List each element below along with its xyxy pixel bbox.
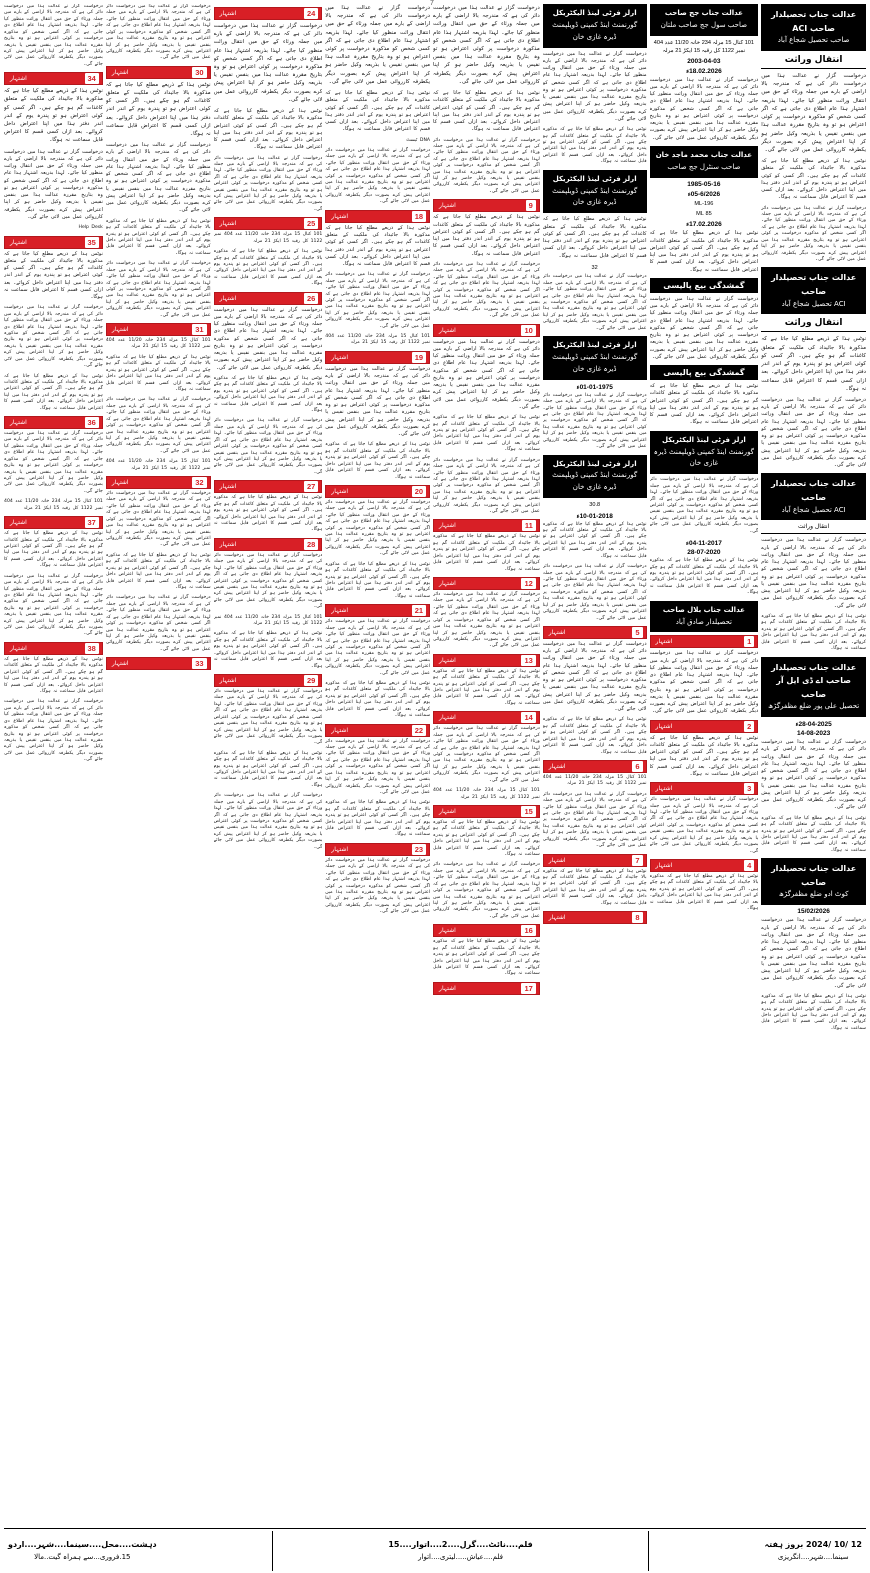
section-title-inteqal-2: انتقال وراثت (784, 318, 843, 329)
notice-body: نوٹس ہذا کے ذریعے مطلع کیا جاتا ہے کہ مذکورہ بالا جائیداد کی ملکیت کے متعلق کاغذات گم ہو چکے ہیں۔ اگر کسی کو کوئی اعتراض ہو تو پندرہ یوم کے اندر اندر دفتر ہذا میں اپنا اعتراض داخل کروائے۔ بعد ازاں کسی قسم کا اعتراض قابل سماعت نہ ہوگا۔ (542, 521, 647, 559)
classified-label: اشتہار (439, 807, 456, 815)
classified-label: اشتہار (111, 326, 129, 334)
notice-body: نوٹس ہذا کے ذریعے مطلع کیا جاتا ہے کہ مذکورہ بالا جائیداد کی ملکیت کے متعلق کاغذات گم ہو چکے ہیں۔ اگر کسی کو کوئی اعتراض ہو تو پندرہ یوم کے اندر اندر دفتر ہذا میں اپنا اعتراض داخل کروائے۔ بعد ازاں کسی قسم کا اعتراض قابل سماعت نہ ہوگا۔ (433, 819, 540, 858)
column-3 (543, 4, 647, 1532)
court-notice-header: ارلز فرٹی لینڈ الیکٹریکل گورنمنٹ اینڈ کمپنی ڈویلپمنٹ ڈیرہ غازی خان (650, 431, 759, 475)
court-notice-header: عدالت جناب تحصیلدار صاحب ACI صاحب تحصیل شجاع آباد (761, 4, 866, 51)
notice-body: درخواست گزار نے عدالت ہذا میں درخواست دائر کی ہے کہ مندرجہ بالا اراضی کے بارے میں جملہ ورثاء کے حق میں انتقال وراثت منظور کیا جائے۔ لہذا بذریعہ اشتہار ہذا عام اطلاع دی جاتی ہے کہ اگر کسی شخص کو مذکورہ درخواست پر کوئی اعتراض ہو تو وہ بتاریخ مقررہ عدالت ہذا میں بنفس نفیس یا بذریعہ وکیل حاضر ہو کر اپنا اعتراض پیش کرے بصورت دیگر یکطرفہ کارروائی عمل میں لائی جائے گی۔ (325, 5, 431, 85)
notice-body: درخواست گزار نے عدالت ہذا میں درخواست دائر کی ہے کہ مندرجہ بالا اراضی کے بارے میں جملہ ورثاء کے حق میں انتقال وراثت منظور کیا جائے۔ لہذا بذریعہ اشتہار ہذا عام اطلاع دی جاتی ہے کہ اگر کسی شخص کو مذکورہ درخواست پر کوئی اعتراض ہو تو وہ بتاریخ مقررہ عدالت ہذا میں بنفس نفیس یا بذریعہ وکیل حاضر ہو کر اپنا اعتراض پیش کرے بصورت دیگر یکطرفہ کارروائی عمل میں لائی جائے گی۔ (325, 619, 431, 676)
classified-number: 4 (744, 860, 754, 871)
notice-body: نوٹس ہذا کے ذریعے مطلع کیا جاتا ہے کہ مذکورہ بالا جائیداد کی ملکیت کے متعلق کاغذات گم ہو چکے ہیں۔ اگر کسی کو کوئی اعتراض ہو تو پندرہ یوم کے اندر اندر دفتر ہذا میں اپنا اعتراض داخل کروائے۔ بعد ازاں کسی قسم کا اعتراض قابل سماعت نہ ہوگا۔ (105, 354, 211, 392)
footer-cell-1 (4, 1539, 161, 1563)
court-notice-header: عدالت جناب محمد ماجد خان صاحب سنٹرل جج صاحب (650, 146, 759, 178)
notice-body: درخواست گزار نے عدالت ہذا میں درخواست دائر کی ہے کہ مندرجہ بالا اراضی کے بارے میں جملہ ورثاء کے حق میں انتقال وراثت منظور کیا جائے۔ لہذا بذریعہ اشتہار ہذا عام اطلاع دی جاتی ہے کہ اگر کسی شخص کو مذکورہ درخواست پر کوئی اعتراض ہو تو وہ بتاریخ مقررہ عدالت ہذا میں بنفس نفیس یا بذریعہ وکیل حاضر ہو کر اپنا اعتراض پیش کرے بصورت دیگر یکطرفہ کارروائی عمل میں لائی جائے گی۔ (542, 392, 647, 450)
classified-label: اشتہار (548, 856, 566, 864)
classified-number: 22 (412, 725, 426, 736)
notice-body: نوٹس ہذا کے ذریعے مطلع کیا جاتا ہے کہ مذکورہ بالا جائیداد کی ملکیت کے متعلق کاغذات گم ہو چکے ہیں۔ اگر کسی کو کوئی اعتراض ہو تو پندرہ یوم کے اندر اندر دفتر ہذا میں اپنا اعتراض داخل کروائے۔ بعد ازاں کسی قسم کا اعتراض قابل سماعت نہ ہوگا۔ (761, 613, 866, 652)
classified-number: 31 (192, 324, 206, 335)
classified-label: اشتہار (331, 353, 349, 361)
classified-number: 17 (521, 983, 535, 994)
notice-body: درخواست گزار نے عدالت ہذا میں درخواست دائر کی ہے کہ مندرجہ بالا اراضی کے بارے میں جملہ ورثاء کے حق میں انتقال وراثت منظور کیا جائے۔ لہذا بذریعہ اشتہار ہذا عام اطلاع دی جاتی ہے کہ اگر کسی شخص کو مذکورہ درخواست پر کوئی اعتراض ہو تو وہ بتاریخ مقررہ عدالت ہذا میں بنفس نفیس یا بذریعہ وکیل حاضر ہو کر اپنا اعتراض پیش کرے بصورت دیگر یکطرفہ کارروائی عمل میں لائی جائے گی۔ (761, 396, 866, 469)
notice-body: نوٹس ہذا کے ذریعے مطلع کیا جاتا ہے کہ مذکورہ بالا جائیداد کی ملکیت کے متعلق کاغذات گم ہو چکے ہیں۔ اگر کسی کو کوئی اعتراض ہو تو پندرہ یوم کے اندر اندر دفتر ہذا میں اپنا اعتراض داخل کروائے۔ بعد ازاں کسی قسم کا اعتراض قابل سماعت نہ ہوگا۔ (542, 127, 647, 165)
notice-body: نوٹس ہذا کے ذریعے مطلع کیا جاتا ہے کہ مذکورہ بالا جائیداد کی ملکیت کے متعلق کاغذات گم ہو چکے ہیں۔ اگر کسی کو کوئی اعتراض ہو تو پندرہ یوم کے اندر اندر دفتر ہذا میں اپنا اعتراض داخل کروائے۔ بعد ازاں کسی قسم کا اعتراض قابل سماعت نہ ہوگا۔ (649, 873, 759, 912)
classified-number: 1 (744, 636, 754, 647)
classified-number: 14 (521, 712, 535, 723)
notice-body: درخواست گزار نے عدالت ہذا میں درخواست دائر کی ہے کہ مندرجہ بالا اراضی کے بارے میں جملہ ورثاء کے حق میں انتقال وراثت منظور کیا جائے۔ لہذا بذریعہ اشتہار ہذا عام اطلاع دی جاتی ہے کہ اگر کسی شخص کو مذکورہ درخواست پر کوئی اعتراض ہو تو وہ بتاریخ مقررہ عدالت ہذا میں بنفس نفیس یا بذریعہ وکیل حاضر ہو کر اپنا اعتراض پیش کرے بصورت دیگر یکطرفہ کارروائی عمل میں لائی جائے گی۔ (105, 595, 211, 652)
classified-tag-13[interactable] (433, 654, 540, 667)
notice-body: 101 کنال 15 مرلہ 234 خانہ 11/20 عدد 404 نمبر 1122 کل رقبہ 15 ایکڑ 21 مرلہ (105, 459, 211, 471)
notice-date: 01-01-1975ء (576, 383, 613, 391)
notice-body: نوٹس ہذا کے ذریعے مطلع کیا جاتا ہے کہ مذکورہ بالا جائیداد کی ملکیت کے متعلق کاغذات گم ہو چکے ہیں۔ اگر کسی کو کوئی اعتراض ہو تو پندرہ یوم کے اندر اندر دفتر ہذا میں اپنا اعتراض داخل کروائے۔ بعد ازاں کسی قسم کا اعتراض قابل سماعت نہ ہوگا۔ (649, 230, 759, 273)
classified-number: 25 (304, 218, 318, 229)
column-5 (325, 4, 430, 1532)
notice-body: نوٹس ہذا کے ذریعے مطلع کیا جاتا ہے کہ مذکورہ بالا جائیداد کی ملکیت کے متعلق کاغذات گم ہو چکے ہیں۔ اگر کسی کو کوئی اعتراض ہو تو پندرہ یوم کے اندر اندر دفتر ہذا میں اپنا اعتراض داخل کروائے۔ بعد ازاں کسی قسم کا اعتراض قابل سماعت نہ ہوگا۔ (542, 717, 647, 755)
classified-tag-9[interactable] (433, 199, 540, 212)
notice-body: نوٹس ہذا کے ذریعے مطلع کیا جاتا ہے کہ مذکورہ بالا جائیداد کی ملکیت کے متعلق کاغذات گم ہو چکے ہیں۔ اگر کسی کو کوئی اعتراض ہو تو پندرہ یوم کے اندر اندر دفتر ہذا میں اپنا اعتراض داخل کروائے۔ بعد ازاں کسی قسم کا اعتراض قابل سماعت نہ ہوگا۔ (105, 81, 211, 138)
classified-label: اشتہار (10, 644, 27, 652)
divider (761, 331, 866, 332)
footer-divider (648, 1531, 649, 1571)
court-notice-header: ارلز فرٹی لینڈ الیکٹریکل گورنمنٹ اینڈ کمپنی ڈویلپمنٹ ڈیرہ غازی خان (543, 170, 647, 214)
classified-label: اشتہار (439, 202, 456, 210)
classified-label: اشتہار (548, 914, 566, 922)
court-notice-header: عدالت جناب تحصیلدار صاحب ACI تحصیل شجاع آباد (761, 267, 866, 314)
divider (761, 533, 866, 534)
classified-label: اشتہار (548, 628, 566, 636)
classified-label: اشتہار (219, 676, 237, 684)
column-8 (4, 4, 103, 1532)
classified-number: 20 (412, 486, 426, 497)
notice-body: 101 کنال 15 مرلہ 234 خانہ 11/20 عدد 404 نمبر 1122 کل رقبہ 15 ایکڑ 21 مرلہ (105, 338, 211, 350)
classified-number: 7 (632, 855, 642, 866)
notice-body: نوٹس ہذا کے ذریعے مطلع کیا جاتا ہے کہ مذکورہ بالا جائیداد کی ملکیت کے متعلق کاغذات گم ہو چکے ہیں۔ اگر کسی کو کوئی اعتراض ہو تو پندرہ یوم کے اندر اندر دفتر ہذا میں اپنا اعتراض داخل کروائے۔ بعد ازاں کسی قسم کا اعتراض قابل سماعت نہ ہوگا۔ (213, 249, 323, 287)
classified-number: 9 (526, 200, 536, 211)
classified-label: اشتہار (219, 294, 237, 302)
classified-label: اشتہار (219, 220, 237, 228)
notice-body: 101 کنال 15 مرلہ 234 خانہ 11/20 عدد 404 نمبر 1122 کل رقبہ 15 ایکڑ 21 مرلہ (213, 232, 323, 244)
notice-body: درخواست گزار نے عدالت ہذا میں درخواست دائر کی ہے کہ مندرجہ بالا اراضی کے بارے میں جملہ ورثاء کے حق میں انتقال وراثت منظور کیا جائے۔ لہذا بذریعہ اشتہار ہذا عام اطلاع دی جاتی ہے کہ اگر کسی شخص کو مذکورہ درخواست پر کوئی اعتراض ہو تو وہ بتاریخ مقررہ عدالت ہذا میں بنفس نفیس یا بذریعہ وکیل حاضر ہو کر اپنا اعتراض پیش کرے بصورت دیگر یکطرفہ کارروائی عمل میں لائی جائے گی۔ (649, 295, 759, 360)
classified-tag-16[interactable] (433, 924, 540, 937)
page-folio: 7 (430, 0, 434, 7)
notice-body: درخواست گزار نے عدالت ہذا میں درخواست دائر کی ہے کہ مندرجہ بالا اراضی کے بارے میں جملہ ورثاء کے حق میں انتقال وراثت منظور کیا جائے۔ لہذا بذریعہ اشتہار ہذا عام اطلاع دی جاتی ہے کہ اگر کسی شخص کو مذکورہ درخواست پر کوئی اعتراض ہو تو وہ بتاریخ مقررہ عدالت ہذا میں بنفس نفیس یا بذریعہ وکیل حاضر ہو کر اپنا اعتراض پیش کرے بصورت دیگر یکطرفہ کارروائی عمل میں لائی جائے گی۔ (433, 862, 540, 919)
column-4 (433, 4, 540, 1532)
notice-body: نوٹس ہذا کے ذریعے مطلع کیا جاتا ہے کہ مذکورہ بالا جائیداد کی ملکیت کے متعلق کاغذات گم ہو چکے ہیں۔ اگر کسی کو کوئی اعتراض ہو تو پندرہ یوم کے اندر اندر دفتر ہذا میں اپنا اعتراض داخل کروائے۔ بعد ازاں کسی قسم کا اعتراض قابل سماعت نہ ہوگا۔ (649, 734, 759, 777)
footer-cell-1-sub: 15.فروری...سے ہمراہ گیت..مالا (34, 1552, 131, 1561)
notice-body: نوٹس ہذا کے ذریعے مطلع کیا جاتا ہے کہ مذکورہ بالا جائیداد کی ملکیت کے متعلق کاغذات گم ہو چکے ہیں۔ اگر کسی کو کوئی اعتراض ہو تو پندرہ یوم کے اندر اندر دفتر ہذا میں اپنا اعتراض داخل کروائے۔ بعد ازاں کسی قسم کا اعتراض قابل سماعت نہ ہوگا۔ (213, 631, 323, 669)
classified-tag-33[interactable] (106, 657, 211, 670)
notice-body: درخواست گزار نے عدالت ہذا میں درخواست دائر کی ہے کہ مندرجہ بالا اراضی کے بارے میں جملہ ورثاء کے حق میں انتقال وراثت منظور کیا جائے۔ لہذا بذریعہ اشتہار ہذا عام اطلاع دی جاتی ہے کہ اگر کسی شخص کو مذکورہ درخواست پر کوئی اعتراض ہو تو وہ بتاریخ مقررہ عدالت ہذا میں بنفس نفیس یا بذریعہ وکیل حاضر ہو کر اپنا اعتراض پیش کرے بصورت دیگر یکطرفہ کارروائی عمل میں لائی جائے گی۔ (325, 365, 431, 438)
classified-number: 3 (744, 783, 754, 794)
court-notice-header: عدالت جناب بلال صاحب تحصیلدار صادق آباد (650, 601, 759, 633)
notice-body: نوٹس ہذا کے ذریعے مطلع کیا جاتا ہے کہ مذکورہ بالا جائیداد کی ملکیت کے متعلق کاغذات گم ہو چکے ہیں۔ اگر کسی کو کوئی اعتراض ہو تو پندرہ یوم کے اندر اندر دفتر ہذا میں اپنا اعتراض داخل کروائے۔ بعد ازاں کسی قسم کا اعتراض قابل سماعت نہ ہوگا۔ (433, 534, 540, 572)
classified-tag-37[interactable] (4, 516, 103, 529)
classified-tag-29[interactable] (214, 674, 323, 687)
notice-body: نوٹس ہذا کے ذریعے مطلع کیا جاتا ہے کہ مذکورہ بالا جائیداد کی ملکیت کے متعلق کاغذات گم ہو چکے ہیں۔ اگر کسی کو کوئی اعتراض ہو تو پندرہ یوم کے اندر اندر دفتر ہذا میں اپنا اعتراض داخل کروائے۔ بعد ازاں کسی قسم کا اعتراض قابل سماعت نہ ہوگا۔ (761, 158, 866, 201)
classified-tag-35[interactable] (4, 236, 103, 249)
classified-tag-26[interactable] (214, 292, 323, 305)
notice-body: درخواست گزار نے عدالت ہذا میں درخواست دائر کی ہے کہ مندرجہ بالا اراضی کے بارے میں جملہ ورثاء کے حق میں انتقال وراثت منظور کیا جائے۔ لہذا بذریعہ اشتہار ہذا عام اطلاع دی جاتی ہے کہ اگر کسی شخص کو مذکورہ درخواست پر کوئی اعتراض ہو تو وہ بتاریخ مقررہ عدالت ہذا میں بنفس نفیس یا بذریعہ وکیل حاضر ہو کر اپنا اعتراض پیش کرے بصورت دیگر یکطرفہ کارروائی عمل میں لائی جائے گی۔ (542, 640, 647, 713)
classified-tag-28[interactable] (214, 538, 323, 551)
notice-body: درخواست گزار نے عدالت ہذا میں درخواست دائر کی ہے کہ مندرجہ بالا اراضی کے بارے میں جملہ ورثاء کے حق میں انتقال وراثت منظور کیا جائے۔ لہذا بذریعہ اشتہار ہذا عام اطلاع دی جاتی ہے کہ اگر کسی شخص کو مذکورہ درخواست پر کوئی اعتراض ہو تو وہ بتاریخ مقررہ عدالت ہذا میں بنفس نفیس یا بذریعہ وکیل حاضر ہو کر اپنا اعتراض پیش کرے بصورت دیگر یکطرفہ کارروائی عمل میں لائی جائے گی۔ (105, 397, 211, 454)
notice-body: نوٹس ہذا کے ذریعے مطلع کیا جاتا ہے کہ مذکورہ بالا جائیداد کی ملکیت کے متعلق کاغذات گم ہو چکے ہیں۔ اگر کسی کو کوئی اعتراض ہو تو پندرہ یوم کے اندر اندر دفتر ہذا میں اپنا اعتراض داخل کروائے۔ بعد ازاں کسی قسم کا اعتراض قابل سماعت نہ ہوگا۔ (433, 415, 540, 453)
footer-cell-3-sub: سینما....شہر....انگریزی (777, 1552, 849, 1561)
notice-body: نوٹس ہذا کے ذریعے مطلع کیا جاتا ہے کہ مذکورہ بالا جائیداد کی ملکیت کے متعلق کاغذات گم ہو چکے ہیں۔ اگر کسی کو کوئی اعتراض ہو تو پندرہ یوم کے اندر اندر دفتر ہذا میں اپنا اعتراض داخل کروائے۔ بعد ازاں کسی قسم کا اعتراض قابل سماعت نہ ہوگا۔ (433, 214, 540, 257)
notice-body: درخواست گزار نے عدالت ہذا میں درخواست دائر کی ہے کہ مندرجہ بالا اراضی کے بارے میں جملہ ورثاء کے حق میں انتقال وراثت منظور کیا جائے۔ لہذا بذریعہ اشتہار ہذا عام اطلاع دی جاتی ہے کہ اگر کسی شخص کو مذکورہ درخواست پر کوئی اعتراض ہو تو وہ بتاریخ مقررہ عدالت ہذا میں بنفس نفیس یا بذریعہ وکیل حاضر ہو کر اپنا اعتراض پیش کرے بصورت دیگر یکطرفہ کارروائی عمل میں لائی جائے گی۔ (761, 739, 866, 811)
footer-divider (272, 1531, 273, 1571)
classified-tag-36[interactable] (4, 416, 103, 429)
reference-number: 30.8 (589, 502, 601, 509)
notice-body: نوٹس ہذا کے ذریعے مطلع کیا جاتا ہے کہ مذکورہ بالا جائیداد کی ملکیت کے متعلق کاغذات گم ہو چکے ہیں۔ اگر کسی کو کوئی اعتراض ہو تو پندرہ یوم کے اندر اندر دفتر ہذا میں اپنا اعتراض داخل کروائے۔ بعد ازاں کسی قسم کا اعتراض قابل سماعت نہ ہوگا۔ (105, 552, 211, 590)
footer-cell-2-sub: فلم....عیاش.....لیتری....اتوار (418, 1552, 503, 1561)
classified-number: 10 (521, 325, 535, 336)
classified-tag-34[interactable] (4, 72, 103, 85)
classified-number: 32 (192, 477, 206, 488)
notice-body: نوٹس ہذا کے ذریعے مطلع کیا جاتا ہے کہ مذکورہ بالا جائیداد کی ملکیت کے متعلق کاغذات گم ہو چکے ہیں۔ اگر کسی کو کوئی اعتراض ہو تو پندرہ یوم کے اندر اندر دفتر ہذا میں اپنا اعتراض داخل کروائے۔ بعد ازاں کسی قسم کا اعتراض قابل سماعت نہ ہوگا۔ (542, 868, 647, 906)
notice-body: درخواست گزار نے عدالت ہذا میں درخواست دائر کی ہے کہ مندرجہ بالا اراضی کے بارے میں جملہ ورثاء کے حق میں انتقال وراثت منظور کیا جائے۔ لہذا بذریعہ اشتہار ہذا عام اطلاع دی جاتی ہے کہ اگر کسی شخص کو مذکورہ درخواست پر کوئی اعتراض ہو تو وہ بتاریخ مقررہ عدالت ہذا میں بنفس نفیس یا بذریعہ وکیل حاضر ہو کر اپنا اعتراض پیش کرے بصورت دیگر یکطرفہ کارروائی عمل میں لائی جائے گی۔ (105, 261, 211, 318)
notice-body: درخواست گزار نے عدالت ہذا میں درخواست دائر کی ہے کہ مندرجہ بالا اراضی کے بارے میں جملہ ورثاء کے حق میں انتقال وراثت منظور کیا جائے۔ لہذا بذریعہ اشتہار ہذا عام اطلاع دی جاتی ہے کہ اگر کسی شخص کو مذکورہ درخواست پر کوئی اعتراض ہو تو وہ بتاریخ مقررہ عدالت ہذا میں بنفس نفیس یا بذریعہ وکیل حاضر ہو کر اپنا اعتراض پیش کرے بصورت دیگر یکطرفہ کارروائی عمل میں لائی جائے گی۔ (649, 797, 759, 854)
classified-label: اشتہار (655, 722, 673, 730)
classified-label: اشتہار (439, 927, 456, 935)
notice-subtitle: انتقال وراثت (797, 523, 830, 531)
notice-body: نوٹس ہذا کے ذریعے مطلع کیا جاتا ہے کہ مذکورہ بالا جائیداد کی ملکیت کے متعلق کاغذات گم ہو چکے ہیں۔ اگر کسی کو کوئی اعتراض ہو تو پندرہ یوم کے اندر اندر دفتر ہذا میں اپنا اعتراض داخل کروائے۔ بعد ازاں کسی قسم کا اعتراض قابل سماعت نہ ہوگا۔ (433, 939, 540, 977)
notice-date: 05-6/2026ء (687, 190, 721, 198)
classified-number: 2 (744, 721, 754, 732)
notice-body: درخواست گزار نے عدالت ہذا میں درخواست دائر کی ہے کہ مندرجہ بالا اراضی کے بارے میں جملہ ورثاء کے حق میں انتقال وراثت منظور کیا جائے۔ لہذا بذریعہ اشتہار ہذا عام اطلاع دی جاتی ہے کہ اگر کسی شخص کو مذکورہ درخواست پر کوئی اعتراض ہو تو وہ بتاریخ مقررہ عدالت ہذا میں بنفس نفیس یا بذریعہ وکیل حاضر ہو کر اپنا اعتراض پیش کرے بصورت دیگر یکطرفہ کارروائی عمل میں لائی جائے گی۔ (213, 688, 323, 746)
notice-body: درخواست گزار نے عدالت ہذا میں درخواست دائر کی ہے کہ مندرجہ بالا اراضی کے بارے میں جملہ ورثاء کے حق میں انتقال وراثت منظور کیا جائے۔ لہذا بذریعہ اشتہار ہذا عام اطلاع دی جاتی ہے کہ اگر کسی شخص کو مذکورہ درخواست پر کوئی اعتراض ہو تو وہ بتاریخ مقررہ عدالت ہذا میں بنفس نفیس یا بذریعہ وکیل حاضر ہو کر اپنا اعتراض پیش کرے بصورت دیگر یکطرفہ کارروائی عمل میں لائی جائے گی۔ (105, 142, 211, 214)
notice-body: نوٹس ہذا کے ذریعے مطلع کیا جاتا ہے کہ مذکورہ بالا جائیداد کی ملکیت کے متعلق کاغذات گم ہو چکے ہیں۔ اگر کسی کو کوئی اعتراض ہو تو پندرہ یوم کے اندر اندر دفتر ہذا میں اپنا اعتراض داخل کروائے۔ بعد ازاں کسی قسم کا اعتراض قابل سماعت نہ ہوگا۔ (4, 373, 103, 411)
notice-body: نوٹس ہذا کے ذریعے مطلع کیا جاتا ہے کہ مذکورہ بالا جائیداد کی ملکیت کے متعلق کاغذات گم ہو چکے ہیں۔ اگر کسی کو کوئی اعتراض ہو تو پندرہ یوم کے اندر اندر دفتر ہذا میں اپنا اعتراض داخل کروائے۔ بعد ازاں کسی قسم کا اعتراض قابل سماعت نہ ہوگا۔ (325, 800, 431, 838)
case-party: 101 کنال 15 مرلہ 234 خانہ 11/20 عدد 404 نمبر 1122 کل رقبہ 15 ایکڑ 21 مرلہ (653, 39, 755, 55)
classified-tag-24[interactable] (214, 7, 323, 20)
classified-number: 29 (304, 675, 318, 686)
classified-label: اشتہار (439, 714, 456, 722)
notice-body: نوٹس ہذا کے ذریعے مطلع کیا جاتا ہے کہ مذکورہ بالا جائیداد کی ملکیت کے متعلق کاغذات گم ہو چکے ہیں۔ اگر کسی کو کوئی اعتراض ہو تو پندرہ یوم کے اندر اندر دفتر ہذا میں اپنا اعتراض داخل کروائے۔ بعد ازاں کسی قسم کا اعتراض قابل سماعت نہ ہوگا۔ (213, 108, 323, 151)
footer-cell-2 (384, 1539, 536, 1563)
notice-body: نوٹس ہذا کے ذریعے مطلع کیا جاتا ہے کہ مذکورہ بالا جائیداد کی ملکیت کے متعلق کاغذات گم ہو چکے ہیں۔ اگر کسی کو کوئی اعتراض ہو تو پندرہ یوم کے اندر اندر دفتر ہذا میں اپنا اعتراض داخل کروائے۔ بعد ازاں کسی قسم کا اعتراض قابل سماعت نہ ہوگا۔ (761, 815, 866, 853)
classified-label: اشتہار (655, 861, 673, 869)
classified-label: اشتہار (219, 10, 237, 17)
classified-number: 23 (412, 844, 426, 855)
classified-label: اشتہار (331, 726, 349, 734)
classified-tag-5[interactable] (543, 626, 647, 639)
notice-body: درخواست گزار نے عدالت ہذا میں درخواست دائر کی ہے کہ مندرجہ بالا اراضی کے بارے میں جملہ ورثاء کے حق میں انتقال وراثت منظور کیا جائے۔ لہذا بذریعہ اشتہار ہذا عام اطلاع دی جاتی ہے کہ اگر کسی شخص کو مذکورہ درخواست پر کوئی اعتراض ہو تو وہ بتاریخ مقررہ عدالت ہذا میں بنفس نفیس یا بذریعہ وکیل حاضر ہو کر اپنا اعتراض پیش کرے بصورت دیگر یکطرفہ کارروائی عمل میں لائی جائے گی۔ (433, 726, 540, 783)
court-notice-header: عدالت جناب تحصیلدار صاحب اے ڈی ایل آر صاحب تحصیل علی پور ضلع مظفرگڑھ (761, 657, 866, 718)
notice-body: درخواست گزار نے عدالت ہذا میں درخواست دائر کی ہے کہ مندرجہ بالا اراضی کے بارے میں جملہ ورثاء کے حق میں انتقال وراثت منظور کیا جائے۔ لہذا بذریعہ اشتہار ہذا عام اطلاع دی جاتی ہے کہ اگر کسی شخص کو مذکورہ درخواست پر کوئی اعتراض ہو تو وہ بتاریخ مقررہ عدالت ہذا میں بنفس نفیس یا بذریعہ وکیل حاضر ہو کر اپنا اعتراض پیش کرے بصورت دیگر یکطرفہ کارروائی عمل میں لائی جائے گی۔ (433, 5, 540, 85)
notice-body: نوٹس ہذا کے ذریعے مطلع کیا جاتا ہے کہ مذکورہ بالا جائیداد کی ملکیت کے متعلق کاغذات گم ہو چکے ہیں۔ اگر کسی کو کوئی اعتراض ہو تو پندرہ یوم کے اندر اندر دفتر ہذا میں اپنا اعتراض داخل کروائے۔ بعد ازاں کسی قسم کا اعتراض قابل سماعت نہ ہوگا۔ (761, 993, 866, 1031)
classified-label: اشتہار (439, 579, 456, 587)
notice-body: نوٹس ہذا کے ذریعے مطلع کیا جاتا ہے کہ مذکورہ بالا جائیداد کی ملکیت کے متعلق کاغذات گم ہو چکے ہیں۔ اگر کسی کو کوئی اعتراض ہو تو پندرہ یوم کے اندر اندر دفتر ہذا میں اپنا اعتراض داخل کروائے۔ بعد ازاں کسی قسم کا اعتراض قابل سماعت نہ ہوگا۔ (649, 558, 759, 596)
classified-number: 37 (85, 517, 99, 528)
notice-body: درخواست گزار نے عدالت ہذا میں درخواست دائر کی ہے کہ مندرجہ بالا اراضی کے بارے میں جملہ ورثاء کے حق میں انتقال وراثت منظور کیا جائے۔ لہذا بذریعہ اشتہار ہذا عام اطلاع دی جاتی ہے کہ اگر کسی شخص کو مذکورہ درخواست پر کوئی اعتراض ہو تو وہ بتاریخ مقررہ عدالت ہذا میں بنفس نفیس یا بذریعہ وکیل حاضر ہو کر اپنا اعتراض پیش کرے بصورت دیگر یکطرفہ کارروائی عمل میں لائی جائے گی۔ (4, 431, 103, 494)
notice-body: نوٹس ہذا کے ذریعے مطلع کیا جاتا ہے کہ مذکورہ بالا جائیداد کی ملکیت کے متعلق کاغذات گم ہو چکے ہیں۔ اگر کسی کو کوئی اعتراض ہو تو پندرہ یوم کے اندر اندر دفتر ہذا میں اپنا اعتراض داخل کروائے۔ بعد ازاں کسی قسم کا اعتراض قابل سماعت نہ ہوگا۔ (433, 90, 540, 133)
notice-body: درخواست گزار نے عدالت ہذا میں درخواست دائر کی ہے کہ مندرجہ بالا اراضی کے بارے میں جملہ ورثاء کے حق میں انتقال وراثت منظور کیا جائے۔ لہذا بذریعہ اشتہار ہذا عام اطلاع دی جاتی ہے کہ اگر کسی شخص کو مذکورہ درخواست پر کوئی اعتراض ہو تو وہ بتاریخ مقررہ عدالت ہذا میں بنفس نفیس یا بذریعہ وکیل حاضر ہو کر اپنا اعتراض پیش کرے بصورت دیگر یکطرفہ کارروائی عمل میں لائی جائے گی۔ (213, 155, 323, 212)
classified-number: 15 (521, 806, 535, 817)
classified-label: اشتہار (111, 479, 129, 487)
classified-label: اشتہار (331, 607, 349, 615)
notice-body: درخواست گزار نے عدالت ہذا میں درخواست دائر کی ہے کہ مندرجہ بالا اراضی کے بارے میں جملہ ورثاء کے حق میں انتقال وراثت منظور کیا جائے۔ لہذا بذریعہ اشتہار ہذا عام اطلاع دی جاتی ہے کہ اگر کسی شخص کو مذکورہ درخواست پر کوئی اعتراض ہو تو وہ بتاریخ مقررہ عدالت ہذا میں بنفس نفیس یا بذریعہ وکیل حاضر ہو کر اپنا اعتراض پیش کرے بصورت دیگر یکطرفہ کارروائی عمل میں لائی جائے گی۔ (649, 650, 759, 715)
classified-number: 12 (521, 578, 535, 589)
notice-body: درخواست گزار نے عدالت ہذا میں درخواست دائر کی ہے کہ مندرجہ بالا اراضی کے بارے میں جملہ ورثاء کے حق میں انتقال وراثت منظور کیا جائے۔ لہذا بذریعہ اشتہار ہذا عام اطلاع دی جاتی ہے کہ اگر کسی شخص کو مذکورہ درخواست پر کوئی اعتراض ہو تو وہ بتاریخ مقررہ عدالت ہذا میں بنفس نفیس یا بذریعہ وکیل حاضر ہو کر اپنا اعتراض پیش کرے بصورت دیگر یکطرفہ کارروائی عمل میں لائی جائے گی۔ (325, 499, 431, 557)
classified-number: 30 (192, 67, 206, 78)
classified-tag-11[interactable] (433, 519, 540, 532)
notice-body: درخواست گزار نے عدالت ہذا میں درخواست دائر کی ہے کہ مندرجہ بالا اراضی کے بارے میں جملہ ورثاء کے حق میں انتقال وراثت منظور کیا جائے۔ لہذا بذریعہ اشتہار ہذا عام اطلاع دی جاتی ہے کہ اگر کسی شخص کو مذکورہ درخواست پر کوئی اعتراض ہو تو وہ بتاریخ مقررہ عدالت ہذا میں بنفس نفیس یا بذریعہ وکیل حاضر ہو کر اپنا اعتراض پیش کرے بصورت دیگر یکطرفہ کارروائی عمل میں لائی جائے گی۔ (105, 491, 211, 548)
classified-label: اشتہار (111, 660, 129, 668)
notice-date: 28-04-2025ء (795, 721, 832, 729)
notice-body: نوٹس ہذا کے ذریعے مطلع کیا جاتا ہے کہ مذکورہ بالا جائیداد کی ملکیت کے متعلق کاغذات گم ہو چکے ہیں۔ اگر کسی کو کوئی اعتراض ہو تو پندرہ یوم کے اندر اندر دفتر ہذا میں اپنا اعتراض داخل کروائے۔ بعد ازاں کسی قسم کا اعتراض قابل سماعت نہ ہوگا۔ (325, 561, 431, 599)
footer-cell-3-main: 12 /10 /2024 بروز ہفتہ (764, 1540, 862, 1549)
classified-number: 6 (632, 761, 642, 772)
notice-body: درخواست گزار نے عدالت ہذا میں درخواست دائر کی ہے کہ مندرجہ بالا اراضی کے بارے میں جملہ ورثاء کے حق میں انتقال وراثت منظور کیا جائے۔ لہذا بذریعہ اشتہار ہذا عام اطلاع دی جاتی ہے کہ اگر کسی شخص کو مذکورہ درخواست پر کوئی اعتراض ہو تو وہ بتاریخ مقررہ عدالت ہذا میں بنفس نفیس یا بذریعہ وکیل حاضر ہو کر اپنا اعتراض پیش کرے بصورت دیگر یکطرفہ کارروائی عمل میں لائی جائے گی۔ (542, 50, 647, 122)
notice-body: درخواست گزار نے عدالت ہذا میں درخواست دائر کی ہے کہ مندرجہ بالا اراضی کے بارے میں جملہ ورثاء کے حق میں انتقال وراثت منظور کیا جائے۔ لہذا بذریعہ اشتہار ہذا عام اطلاع دی جاتی ہے کہ اگر کسی شخص کو مذکورہ درخواست پر کوئی اعتراض ہو تو وہ بتاریخ مقررہ عدالت ہذا میں بنفس نفیس یا بذریعہ وکیل حاضر ہو کر اپنا اعتراض پیش کرے بصورت دیگر یکطرفہ کارروائی عمل میں لائی جائے گی۔ (649, 76, 759, 141)
notice-body: درخواست گزار نے عدالت ہذا میں درخواست دائر کی ہے کہ مندرجہ بالا اراضی کے بارے میں جملہ ورثاء کے حق میں انتقال وراثت منظور کیا جائے۔ لہذا بذریعہ اشتہار ہذا عام اطلاع دی جاتی ہے کہ اگر کسی شخص کو مذکورہ درخواست پر کوئی اعتراض ہو تو وہ بتاریخ مقررہ عدالت ہذا میں بنفس نفیس یا بذریعہ وکیل حاضر ہو کر اپنا اعتراض پیش کرے بصورت دیگر یکطرفہ کارروائی عمل میں لائی جائے گی۔ (4, 148, 103, 220)
notice-body: درخواست گزار نے عدالت ہذا میں درخواست دائر کی ہے کہ مندرجہ بالا اراضی کے بارے میں جملہ ورثاء کے حق میں انتقال وراثت منظور کیا جائے۔ لہذا بذریعہ اشتہار ہذا عام اطلاع دی جاتی ہے کہ اگر کسی شخص کو مذکورہ درخواست پر کوئی اعتراض ہو تو وہ بتاریخ مقررہ عدالت ہذا میں بنفس نفیس یا بذریعہ وکیل حاضر ہو کر اپنا اعتراض پیش کرے بصورت دیگر یکطرفہ کارروائی عمل میں لائی جائے گی۔ (213, 552, 323, 610)
notice-body: DNA ٹیسٹ (406, 137, 431, 143)
court-notice-header: عدالت جناب تحصیلدار صاحب ACI تحصیل شجاع آباد (761, 473, 866, 520)
notice-body: نوٹس ہذا کے ذریعے مطلع کیا جاتا ہے کہ مذکورہ بالا جائیداد کی ملکیت کے متعلق کاغذات گم ہو چکے ہیں۔ اگر کسی کو کوئی اعتراض ہو تو پندرہ یوم کے اندر اندر دفتر ہذا میں اپنا اعتراض داخل کروائے۔ بعد ازاں کسی قسم کا اعتراض قابل سماعت نہ ہوگا۔ (4, 250, 103, 301)
notice-body: درخواست گزار نے عدالت ہذا میں درخواست دائر کی ہے کہ مندرجہ بالا اراضی کے بارے میں جملہ ورثاء کے حق میں انتقال وراثت منظور کیا جائے۔ لہذا بذریعہ اشتہار ہذا عام اطلاع دی جاتی ہے کہ اگر کسی شخص کو مذکورہ درخواست پر کوئی اعتراض ہو تو وہ بتاریخ مقررہ عدالت ہذا میں بنفس نفیس یا بذریعہ وکیل حاضر ہو کر اپنا اعتراض پیش کرے بصورت دیگر یکطرفہ کارروائی عمل میں لائی جائے گی۔ (325, 147, 431, 205)
notice-body: درخواست گزار نے عدالت ہذا میں درخواست دائر کی ہے کہ مندرجہ بالا اراضی کے بارے میں جملہ ورثاء کے حق میں انتقال وراثت منظور کیا جائے۔ لہذا بذریعہ اشتہار ہذا عام اطلاع دی جاتی ہے کہ اگر کسی شخص کو مذکورہ درخواست پر کوئی اعتراض ہو تو وہ بتاریخ مقررہ عدالت ہذا میں بنفس نفیس یا بذریعہ وکیل حاضر ہو کر اپنا اعتراض پیش کرے بصورت دیگر یکطرفہ کارروائی عمل میں لائی جائے گی۔ (542, 564, 647, 621)
classified-number: 11 (522, 520, 536, 531)
classified-label: اشتہار (439, 656, 456, 664)
classified-tag-18[interactable] (325, 210, 430, 223)
classified-label: اشتہار (655, 638, 673, 646)
classified-label: اشتہار (10, 238, 27, 246)
classified-number: 34 (85, 73, 99, 84)
notice-date: 2003-04-03 (687, 57, 721, 65)
classified-tag-25[interactable] (214, 217, 323, 230)
notice-body: درخواست گزار نے عدالت ہذا میں درخواست دائر کی ہے کہ مندرجہ بالا اراضی کے بارے میں جملہ ورثاء کے حق میں انتقال وراثت منظور کیا جائے۔ لہذا بذریعہ اشتہار ہذا عام اطلاع دی جاتی ہے کہ اگر کسی شخص کو مذکورہ درخواست پر کوئی اعتراض ہو تو وہ بتاریخ مقررہ عدالت ہذا میں بنفس نفیس یا بذریعہ وکیل حاضر ہو کر اپنا اعتراض پیش کرے بصورت دیگر یکطرفہ کارروائی عمل میں لائی جائے گی۔ (4, 699, 103, 763)
notice-body: درخواست گزار نے عدالت ہذا میں درخواست دائر کی ہے کہ مندرجہ بالا اراضی کے بارے میں جملہ ورثاء کے حق میں انتقال وراثت منظور کیا جائے۔ لہذا بذریعہ اشتہار ہذا عام اطلاع دی جاتی ہے کہ اگر کسی شخص کو مذکورہ درخواست پر کوئی اعتراض ہو تو وہ بتاریخ مقررہ عدالت ہذا میں بنفس نفیس یا بذریعہ وکیل حاضر ہو کر اپنا اعتراض پیش کرے بصورت دیگر یکطرفہ کارروائی عمل میں لائی جائے گی۔ (213, 418, 323, 475)
notice-body: 101 کنال 15 مرلہ 234 خانہ 11/20 عدد 404 نمبر 1122 کل رقبہ 15 ایکڑ 21 مرلہ (325, 334, 431, 346)
classified-tag-23[interactable] (325, 843, 430, 856)
reference-number: 85 ML (696, 210, 712, 217)
classified-tag-21[interactable] (325, 604, 430, 617)
notice-body: نوٹس ہذا کے ذریعے مطلع کیا جاتا ہے کہ مذکورہ بالا جائیداد کی ملکیت کے متعلق کاغذات گم ہو چکے ہیں۔ اگر کسی کو کوئی اعتراض ہو تو پندرہ یوم کے اندر اندر دفتر ہذا میں اپنا اعتراض داخل کروائے۔ بعد ازاں کسی قسم کا اعتراض قابل سماعت نہ ہوگا۔ (4, 531, 103, 569)
classified-label: اشتہار (331, 487, 349, 495)
classified-tag-1[interactable] (650, 635, 759, 648)
notice-body: 101 کنال 15 مرلہ 234 خانہ 11/20 عدد 404 نمبر 1122 کل رقبہ 15 ایکڑ 21 مرلہ (213, 614, 323, 627)
notice-body: درخواست گزار نے عدالت ہذا میں درخواست دائر کی ہے کہ مندرجہ بالا اراضی کے بارے میں جملہ ورثاء کے حق میں انتقال وراثت منظور کیا جائے۔ لہذا بذریعہ اشتہار ہذا عام اطلاع دی جاتی ہے کہ اگر کسی شخص کو مذکورہ درخواست پر کوئی اعتراض ہو تو وہ بتاریخ مقررہ عدالت ہذا میں بنفس نفیس یا بذریعہ وکیل حاضر ہو کر اپنا اعتراض پیش کرے بصورت دیگر یکطرفہ کارروائی عمل میں لائی جائے گی۔ (105, 4, 211, 61)
divider (761, 68, 866, 69)
classified-number: 28 (304, 539, 318, 550)
notice-body: درخواست گزار نے عدالت ہذا میں درخواست دائر کی ہے کہ مندرجہ بالا اراضی کے بارے میں جملہ ورثاء کے حق میں انتقال وراثت منظور کیا جائے۔ لہذا بذریعہ اشتہار ہذا عام اطلاع دی جاتی ہے کہ اگر کسی شخص کو مذکورہ درخواست پر کوئی اعتراض ہو تو وہ بتاریخ مقررہ عدالت ہذا میں بنفس نفیس یا بذریعہ وکیل حاضر ہو کر اپنا اعتراض پیش کرے بصورت دیگر یکطرفہ کارروائی عمل میں لائی جائے گی۔ (213, 23, 323, 103)
notice-body: 101 کنال 15 مرلہ 234 خانہ 11/20 عدد 404 نمبر 1122 کل رقبہ 15 ایکڑ 21 مرلہ (542, 774, 647, 787)
notice-body: درخواست گزار نے عدالت ہذا میں درخواست دائر کی ہے کہ مندرجہ بالا اراضی کے بارے میں جملہ ورثاء کے حق میں انتقال وراثت منظور کیا جائے۔ لہذا بذریعہ اشتہار ہذا عام اطلاع دی جاتی ہے کہ اگر کسی شخص کو مذکورہ درخواست پر کوئی اعتراض ہو تو وہ بتاریخ مقررہ عدالت ہذا میں بنفس نفیس یا بذریعہ وکیل حاضر ہو کر اپنا اعتراض پیش کرے بصورت دیگر یکطرفہ کارروائی عمل میں لائی جائے گی۔ (325, 738, 431, 795)
classified-tag-38[interactable] (4, 642, 103, 655)
column-1 (761, 4, 866, 1532)
classified-label: اشتہار (439, 522, 456, 530)
section-title-gumshuda-2: گمشدگی بیع پالیسی (650, 365, 759, 380)
classified-tag-15[interactable] (433, 805, 540, 818)
classified-label: اشتہار (439, 326, 456, 334)
notice-body: درخواست گزار نے عدالت ہذا میں درخواست دائر کی ہے کہ مندرجہ بالا اراضی کے بارے میں جملہ ورثاء کے حق میں انتقال وراثت منظور کیا جائے۔ لہذا بذریعہ اشتہار ہذا عام اطلاع دی جاتی ہے کہ اگر کسی شخص کو مذکورہ درخواست پر کوئی اعتراض ہو تو وہ بتاریخ مقررہ عدالت ہذا میں بنفس نفیس یا بذریعہ وکیل حاضر ہو کر اپنا اعتراض پیش کرے بصورت دیگر یکطرفہ کارروائی عمل میں لائی جائے گی۔ (433, 457, 540, 515)
classified-label: اشتہار (548, 762, 566, 770)
notice-body: نوٹس ہذا کے ذریعے مطلع کیا جاتا ہے کہ مذکورہ بالا جائیداد کی ملکیت کے متعلق کاغذات گم ہو چکے ہیں۔ اگر کسی کو کوئی اعتراض ہو تو پندرہ یوم کے اندر اندر دفتر ہذا میں اپنا اعتراض داخل کروائے۔ بعد ازاں کسی قسم کا اعتراض قابل سماعت نہ ہوگا۔ (213, 750, 323, 788)
notice-date: 04-11-2017ء (685, 540, 722, 548)
notice-body: درخواست گزار نے عدالت ہذا میں درخواست دائر کی ہے کہ مندرجہ بالا اراضی کے بارے میں جملہ ورثاء کے حق میں انتقال وراثت منظور کیا جائے۔ لہذا بذریعہ اشتہار ہذا عام اطلاع دی جاتی ہے کہ اگر کسی شخص کو مذکورہ درخواست پر کوئی اعتراض ہو تو وہ بتاریخ مقررہ عدالت ہذا میں بنفس نفیس یا بذریعہ وکیل حاضر ہو کر اپنا اعتراض پیش کرے بصورت دیگر یکطرفہ کارروائی عمل میں لائی جائے گی۔ (761, 917, 866, 989)
notice-body: درخواست گزار نے عدالت ہذا میں درخواست دائر کی ہے کہ مندرجہ بالا اراضی کے بارے میں جملہ ورثاء کے حق میں انتقال وراثت منظور کیا جائے۔ لہذا بذریعہ اشتہار ہذا عام اطلاع دی جاتی ہے کہ اگر کسی شخص کو مذکورہ درخواست پر کوئی اعتراض ہو تو وہ بتاریخ مقررہ عدالت ہذا میں بنفس نفیس یا بذریعہ وکیل حاضر ہو کر اپنا اعتراض پیش کرے بصورت دیگر یکطرفہ کارروائی عمل میں لائی جائے گی۔ (761, 205, 866, 262)
court-notice-header: ارلز فرٹی لینڈ الیکٹریکل گورنمنٹ اینڈ کمپنی ڈویلپمنٹ ڈیرہ غازی خان (543, 336, 647, 380)
classified-label: اشتہار (10, 75, 27, 83)
classified-tag-12[interactable] (433, 577, 540, 590)
section-title-gumshuda-1: گمشدگی بیع پالیسی (650, 278, 759, 293)
court-notice-header: عدالت جناب تحصیلدار صاحب کوٹ ادو ضلع مظفرگڑھ (761, 858, 866, 905)
reference-number: 196-ML (694, 200, 714, 207)
notice-body: 101 کنال 15 مرلہ 234 خانہ 11/20 عدد 404 نمبر 1122 کل رقبہ 15 ایکڑ 21 مرلہ (4, 499, 103, 511)
notice-body: نوٹس ہذا کے ذریعے مطلع کیا جاتا ہے کہ مذکورہ بالا جائیداد کی ملکیت کے متعلق کاغذات گم ہو چکے ہیں۔ اگر کسی کو کوئی اعتراض ہو تو پندرہ یوم کے اندر اندر دفتر ہذا میں اپنا اعتراض داخل کروائے۔ بعد ازاں کسی قسم کا اعتراض قابل سماعت نہ ہوگا۔ (325, 442, 431, 480)
classified-number: 38 (85, 643, 99, 654)
notice-body: درخواست گزار نے عدالت ہذا میں درخواست دائر کی ہے کہ مندرجہ بالا اراضی کے بارے میں جملہ ورثاء کے حق میں انتقال وراثت منظور کیا جائے۔ لہذا بذریعہ اشتہار ہذا عام اطلاع دی جاتی ہے کہ اگر کسی شخص کو مذکورہ درخواست پر کوئی اعتراض ہو تو وہ بتاریخ مقررہ عدالت ہذا میں بنفس نفیس یا بذریعہ وکیل حاضر ہو کر اپنا اعتراض پیش کرے بصورت دیگر یکطرفہ کارروائی عمل میں لائی جائے گی۔ (325, 272, 431, 329)
notice-body: نوٹس ہذا کے ذریعے مطلع کیا جاتا ہے کہ مذکورہ بالا جائیداد کی ملکیت کے متعلق کاغذات گم ہو چکے ہیں۔ اگر کسی کو کوئی اعتراض ہو تو پندرہ یوم کے اندر اندر دفتر ہذا میں اپنا اعتراض داخل کروائے۔ بعد ازاں کسی قسم کا اعتراض قابل سماعت نہ ہوگا۔ (325, 224, 431, 267)
classified-number: 21 (412, 605, 426, 616)
classified-label: اشتہار (10, 419, 27, 427)
court-notice-header: عدالت جناب جج صاحب صاحب سول جج صاحب ملتان (650, 4, 759, 36)
classified-tag-30[interactable] (106, 66, 211, 79)
notice-body: نوٹس ہذا کے ذریعے مطلع کیا جاتا ہے کہ مذکورہ بالا جائیداد کی ملکیت کے متعلق کاغذات گم ہو چکے ہیں۔ اگر کسی کو کوئی اعتراض ہو تو پندرہ یوم کے اندر اندر دفتر ہذا میں اپنا اعتراض داخل کروائے۔ بعد ازاں کسی قسم کا اعتراض قابل سماعت نہ ہوگا۔ (542, 216, 647, 259)
notice-date: 15/02/2026 (797, 908, 830, 916)
classified-tag-27[interactable] (214, 480, 323, 493)
notice-body: درخواست گزار نے عدالت ہذا میں درخواست دائر کی ہے کہ مندرجہ بالا اراضی کے بارے میں جملہ ورثاء کے حق میں انتقال وراثت منظور کیا جائے۔ لہذا بذریعہ اشتہار ہذا عام اطلاع دی جاتی ہے کہ اگر کسی شخص کو مذکورہ درخواست پر کوئی اعتراض ہو تو وہ بتاریخ مقررہ عدالت ہذا میں بنفس نفیس یا بذریعہ وکیل حاضر ہو کر اپنا اعتراض پیش کرے بصورت دیگر یکطرفہ کارروائی عمل میں لائی جائے گی۔ (213, 306, 323, 371)
notice-body: درخواست گزار نے عدالت ہذا میں درخواست دائر کی ہے کہ مندرجہ بالا اراضی کے بارے میں جملہ ورثاء کے حق میں انتقال وراثت منظور کیا جائے۔ لہذا بذریعہ اشتہار ہذا عام اطلاع دی جاتی ہے کہ اگر کسی شخص کو مذکورہ درخواست پر کوئی اعتراض ہو تو وہ بتاریخ مقررہ عدالت ہذا میں بنفس نفیس یا بذریعہ وکیل حاضر ہو کر اپنا اعتراض پیش کرے بصورت دیگر یکطرفہ کارروائی عمل میں لائی جائے گی۔ (433, 591, 540, 649)
notice-body: درخواست گزار نے عدالت ہذا میں درخواست دائر کی ہے کہ مندرجہ بالا اراضی کے بارے میں جملہ ورثاء کے حق میں انتقال وراثت منظور کیا جائے۔ لہذا بذریعہ اشتہار ہذا عام اطلاع دی جاتی ہے کہ اگر کسی شخص کو مذکورہ درخواست پر کوئی اعتراض ہو تو وہ بتاریخ مقررہ عدالت ہذا میں بنفس نفیس یا بذریعہ وکیل حاضر ہو کر اپنا اعتراض پیش کرے بصورت دیگر یکطرفہ کارروائی عمل میں لائی جائے گی۔ (649, 477, 759, 534)
notice-body: درخواست گزار نے عدالت ہذا میں درخواست دائر کی ہے کہ مندرجہ بالا اراضی کے بارے میں جملہ ورثاء کے حق میں انتقال وراثت منظور کیا جائے۔ لہذا بذریعہ اشتہار ہذا عام اطلاع دی جاتی ہے کہ اگر کسی شخص کو مذکورہ درخواست پر کوئی اعتراض ہو تو وہ بتاریخ مقررہ عدالت ہذا میں بنفس نفیس یا بذریعہ وکیل حاضر ہو کر اپنا اعتراض پیش کرے بصورت دیگر یکطرفہ کارروائی عمل میں لائی جائے گی۔ (761, 73, 866, 153)
notice-body: نوٹس ہذا کے ذریعے مطلع کیا جاتا ہے کہ مذکورہ بالا جائیداد کی ملکیت کے متعلق کاغذات گم ہو چکے ہیں۔ اگر کسی کو کوئی اعتراض ہو تو پندرہ یوم کے اندر اندر دفتر ہذا میں اپنا اعتراض داخل کروائے۔ بعد ازاں کسی قسم کا اعتراض قابل سماعت نہ ہوگا۔ (433, 668, 540, 706)
notice-date: 10-01-2018ء (576, 512, 613, 520)
footer-cell-2-main: فلم....نائٹ....گرل....2....اتوار....15 (388, 1540, 533, 1549)
notice-body: درخواست گزار نے عدالت ہذا میں درخواست دائر کی ہے کہ مندرجہ بالا اراضی کے بارے میں جملہ ورثاء کے حق میں انتقال وراثت منظور کیا جائے۔ لہذا بذریعہ اشتہار ہذا عام اطلاع دی جاتی ہے کہ اگر کسی شخص کو مذکورہ درخواست پر کوئی اعتراض ہو تو وہ بتاریخ مقررہ عدالت ہذا میں بنفس نفیس یا بذریعہ وکیل حاضر ہو کر اپنا اعتراض پیش کرے بصورت دیگر یکطرفہ کارروائی عمل میں لائی جائے گی۔ (4, 305, 103, 369)
notice-body: نوٹس ہذا کے ذریعے مطلع کیا جاتا ہے کہ مذکورہ بالا جائیداد کی ملکیت کے متعلق کاغذات گم ہو چکے ہیں۔ اگر کسی کو کوئی اعتراض ہو تو پندرہ یوم کے اندر اندر دفتر ہذا میں اپنا اعتراض داخل کروائے۔ بعد ازاں کسی قسم کا اعتراض قابل سماعت نہ ہوگا۔ (213, 375, 323, 414)
classified-label: اشتہار (111, 68, 129, 76)
column-6 (214, 4, 323, 1532)
classified-number: 13 (521, 655, 535, 666)
classified-label: اشتہار (219, 483, 237, 491)
helpdesk-note: Help Desk (78, 225, 103, 231)
classified-tag-4[interactable] (650, 859, 759, 872)
classified-number: 33 (192, 658, 206, 669)
classified-number: 26 (304, 293, 318, 304)
notice-body: درخواست گزار نے عدالت ہذا میں درخواست دائر کی ہے کہ مندرجہ بالا اراضی کے بارے میں جملہ ورثاء کے حق میں انتقال وراثت منظور کیا جائے۔ لہذا بذریعہ اشتہار ہذا عام اطلاع دی جاتی ہے کہ اگر کسی شخص کو مذکورہ درخواست پر کوئی اعتراض ہو تو وہ بتاریخ مقررہ عدالت ہذا میں بنفس نفیس یا بذریعہ وکیل حاضر ہو کر اپنا اعتراض پیش کرے بصورت دیگر یکطرفہ کارروائی عمل میں لائی جائے گی۔ (433, 261, 540, 319)
notice-body: نوٹس ہذا کے ذریعے مطلع کیا جاتا ہے کہ مذکورہ بالا جائیداد کی ملکیت کے متعلق کاغذات گم ہو چکے ہیں۔ اگر کسی کو کوئی اعتراض ہو تو پندرہ یوم کے اندر اندر دفتر ہذا میں اپنا اعتراض داخل کروائے۔ بعد ازاں کسی قسم کا اعتراض قابل سماعت نہ ہوگا۔ (761, 336, 866, 392)
classified-number: 5 (632, 627, 642, 638)
notice-body: نوٹس ہذا کے ذریعے مطلع کیا جاتا ہے کہ مذکورہ بالا جائیداد کی ملکیت کے متعلق کاغذات گم ہو چکے ہیں۔ اگر کسی کو کوئی اعتراض ہو تو پندرہ یوم کے اندر اندر دفتر ہذا میں اپنا اعتراض داخل کروائے۔ بعد ازاں کسی قسم کا اعتراض قابل سماعت نہ ہوگا۔ (4, 88, 103, 144)
notice-date: 17.02.2026ء (686, 221, 722, 229)
classified-tag-3[interactable] (650, 782, 759, 795)
classified-number: 35 (85, 237, 99, 248)
notice-body: نوٹس ہذا کے ذریعے مطلع کیا جاتا ہے کہ مذکورہ بالا جائیداد کی ملکیت کے متعلق کاغذات گم ہو چکے ہیں۔ اگر کسی کو کوئی اعتراض ہو تو پندرہ یوم کے اندر اندر دفتر ہذا میں اپنا اعتراض داخل کروائے۔ بعد ازاں کسی قسم کا اعتراض قابل سماعت نہ ہوگا۔ (4, 656, 103, 694)
court-notice-header: ارلز فرٹی لینڈ الیکٹریکل گورنمنٹ اینڈ کمپنی ڈویلپمنٹ ڈیرہ غازی خان (543, 455, 647, 499)
page-footer (4, 1528, 866, 1571)
classified-tag-14[interactable] (433, 711, 540, 724)
classified-number: 8 (632, 912, 642, 923)
notice-date: 28-07-2020 (687, 549, 721, 557)
notice-body: 101 کنال 15 مرلہ 234 خانہ 11/20 عدد 404 نمبر 1122 کل رقبہ 15 ایکڑ 21 مرلہ (433, 788, 540, 800)
classified-number: 16 (521, 925, 535, 936)
classified-label: اشتہار (439, 984, 456, 992)
classified-number: 36 (85, 417, 99, 428)
classified-number: 18 (412, 211, 426, 222)
notice-body: نوٹس ہذا کے ذریعے مطلع کیا جاتا ہے کہ مذکورہ بالا جائیداد کی ملکیت کے متعلق کاغذات گم ہو چکے ہیں۔ اگر کسی کو کوئی اعتراض ہو تو پندرہ یوم کے اندر اندر دفتر ہذا میں اپنا اعتراض داخل کروائے۔ بعد ازاں کسی قسم کا اعتراض قابل سماعت نہ ہوگا۔ (649, 383, 759, 426)
notice-body: نوٹس ہذا کے ذریعے مطلع کیا جاتا ہے کہ مذکورہ بالا جائیداد کی ملکیت کے متعلق کاغذات گم ہو چکے ہیں۔ اگر کسی کو کوئی اعتراض ہو تو پندرہ یوم کے اندر اندر دفتر ہذا میں اپنا اعتراض داخل کروائے۔ بعد ازاں کسی قسم کا اعتراض قابل سماعت نہ ہوگا۔ (105, 218, 211, 256)
classified-label: اشتہار (655, 785, 673, 793)
footer-cell-1-main: دہشت....محل....سینما....شہر....اردو (8, 1540, 157, 1549)
classified-tag-31[interactable] (106, 323, 211, 336)
notice-body: نوٹس ہذا کے ذریعے مطلع کیا جاتا ہے کہ مذکورہ بالا جائیداد کی ملکیت کے متعلق کاغذات گم ہو چکے ہیں۔ اگر کسی کو کوئی اعتراض ہو تو پندرہ یوم کے اندر اندر دفتر ہذا میں اپنا اعتراض داخل کروائے۔ بعد ازاں کسی قسم کا اعتراض قابل سماعت نہ ہوگا۔ (325, 90, 431, 133)
notice-body: نوٹس ہذا کے ذریعے مطلع کیا جاتا ہے کہ مذکورہ بالا جائیداد کی ملکیت کے متعلق کاغذات گم ہو چکے ہیں۔ اگر کسی کو کوئی اعتراض ہو تو پندرہ یوم کے اندر اندر دفتر ہذا میں اپنا اعتراض داخل کروائے۔ بعد ازاں کسی قسم کا اعتراض قابل سماعت نہ ہوگا۔ (213, 495, 323, 533)
classified-label: اشتہار (219, 540, 237, 548)
notice-body: درخواست گزار نے عدالت ہذا میں درخواست دائر کی ہے کہ مندرجہ بالا اراضی کے بارے میں جملہ ورثاء کے حق میں انتقال وراثت منظور کیا جائے۔ لہذا بذریعہ اشتہار ہذا عام اطلاع دی جاتی ہے کہ اگر کسی شخص کو مذکورہ درخواست پر کوئی اعتراض ہو تو وہ بتاریخ مقررہ عدالت ہذا میں بنفس نفیس یا بذریعہ وکیل حاضر ہو کر اپنا اعتراض پیش کرے بصورت دیگر یکطرفہ کارروائی عمل میں لائی جائے گی۔ (213, 793, 323, 850)
classified-tag-20[interactable] (325, 485, 430, 498)
classified-tag-22[interactable] (325, 724, 430, 737)
notice-body: نوٹس ہذا کے ذریعے مطلع کیا جاتا ہے کہ مذکورہ بالا جائیداد کی ملکیت کے متعلق کاغذات گم ہو چکے ہیں۔ اگر کسی کو کوئی اعتراض ہو تو پندرہ یوم کے اندر اندر دفتر ہذا میں اپنا اعتراض داخل کروائے۔ بعد ازاں کسی قسم کا اعتراض قابل سماعت نہ ہوگا۔ (325, 681, 431, 719)
classified-number: 27 (304, 481, 318, 492)
court-notice-header: ارلز فرٹی لینڈ الیکٹریکل گورنمنٹ اینڈ کمپنی ڈویلپمنٹ ڈیرہ غازی خان (543, 4, 647, 48)
section-title-inteqal-1: انتقال وراثت (784, 55, 843, 66)
classified-tag-17[interactable] (433, 982, 540, 995)
notice-body: درخواست گزار نے عدالت ہذا میں درخواست دائر کی ہے کہ مندرجہ بالا اراضی کے بارے میں جملہ ورثاء کے حق میں انتقال وراثت منظور کیا جائے۔ لہذا بذریعہ اشتہار ہذا عام اطلاع دی جاتی ہے کہ اگر کسی شخص کو مذکورہ درخواست پر کوئی اعتراض ہو تو وہ بتاریخ مقررہ عدالت ہذا میں بنفس نفیس یا بذریعہ وکیل حاضر ہو کر اپنا اعتراض پیش کرے بصورت دیگر یکطرفہ کارروائی عمل میں لائی جائے گی۔ (542, 791, 647, 849)
classified-tag-8[interactable] (543, 911, 647, 924)
classified-label: اشتہار (10, 519, 27, 527)
notice-body: درخواست گزار نے عدالت ہذا میں درخواست دائر کی ہے کہ مندرجہ بالا اراضی کے بارے میں جملہ ورثاء کے حق میں انتقال وراثت منظور کیا جائے۔ لہذا بذریعہ اشتہار ہذا عام اطلاع دی جاتی ہے کہ اگر کسی شخص کو مذکورہ درخواست پر کوئی اعتراض ہو تو وہ بتاریخ مقررہ عدالت ہذا میں بنفس نفیس یا بذریعہ وکیل حاضر ہو کر اپنا اعتراض پیش کرے بصورت دیگر یکطرفہ کارروائی عمل میں لائی جائے گی۔ (325, 857, 431, 915)
column-grid (4, 4, 866, 1532)
notice-date: 1985-05-16 (687, 180, 721, 188)
classified-tag-6[interactable] (543, 760, 647, 773)
classified-tag-32[interactable] (106, 476, 211, 489)
classified-tag-2[interactable] (650, 720, 759, 733)
footer-cell-3 (760, 1539, 866, 1563)
notice-date: 18.02.2026ء (686, 67, 722, 75)
classified-tag-19[interactable] (325, 351, 430, 364)
classified-tag-7[interactable] (543, 854, 647, 867)
classified-tag-10[interactable] (433, 324, 540, 337)
reference-number: 32 (591, 264, 598, 271)
notice-body: درخواست گزار نے عدالت ہذا میں درخواست دائر کی ہے کہ مندرجہ بالا اراضی کے بارے میں جملہ ورثاء کے حق میں انتقال وراثت منظور کیا جائے۔ لہذا بذریعہ اشتہار ہذا عام اطلاع دی جاتی ہے کہ اگر کسی شخص کو مذکورہ درخواست پر کوئی اعتراض ہو تو وہ بتاریخ مقررہ عدالت ہذا میں بنفس نفیس یا بذریعہ وکیل حاضر ہو کر اپنا اعتراض پیش کرے بصورت دیگر یکطرفہ کارروائی عمل میں لائی جائے گی۔ (4, 4, 103, 67)
notice-body: درخواست گزار نے عدالت ہذا میں درخواست دائر کی ہے کہ مندرجہ بالا اراضی کے بارے میں جملہ ورثاء کے حق میں انتقال وراثت منظور کیا جائے۔ لہذا بذریعہ اشتہار ہذا عام اطلاع دی جاتی ہے کہ اگر کسی شخص کو مذکورہ درخواست پر کوئی اعتراض ہو تو وہ بتاریخ مقررہ عدالت ہذا میں بنفس نفیس یا بذریعہ وکیل حاضر ہو کر اپنا اعتراض پیش کرے بصورت دیگر یکطرفہ کارروائی عمل میں لائی جائے گی۔ (761, 537, 866, 609)
classified-label: اشتہار (331, 845, 349, 853)
notice-body: درخواست گزار نے عدالت ہذا میں درخواست دائر کی ہے کہ مندرجہ بالا اراضی کے بارے میں جملہ ورثاء کے حق میں انتقال وراثت منظور کیا جائے۔ لہذا بذریعہ اشتہار ہذا عام اطلاع دی جاتی ہے کہ اگر کسی شخص کو مذکورہ درخواست پر کوئی اعتراض ہو تو وہ بتاریخ مقررہ عدالت ہذا میں بنفس نفیس یا بذریعہ وکیل حاضر ہو کر اپنا اعتراض پیش کرے بصورت دیگر یکطرفہ کارروائی عمل میں لائی جائے گی۔ (433, 137, 540, 194)
notice-body: درخواست گزار نے عدالت ہذا میں درخواست دائر کی ہے کہ مندرجہ بالا اراضی کے بارے میں جملہ ورثاء کے حق میں انتقال وراثت منظور کیا جائے۔ لہذا بذریعہ اشتہار ہذا عام اطلاع دی جاتی ہے کہ اگر کسی شخص کو مذکورہ درخواست پر کوئی اعتراض ہو تو وہ بتاریخ مقررہ عدالت ہذا میں بنفس نفیس یا بذریعہ وکیل حاضر ہو کر اپنا اعتراض پیش کرے بصورت دیگر یکطرفہ کارروائی عمل میں لائی جائے گی۔ (4, 573, 103, 637)
column-2 (650, 4, 759, 1532)
notice-body: درخواست گزار نے عدالت ہذا میں درخواست دائر کی ہے کہ مندرجہ بالا اراضی کے بارے میں جملہ ورثاء کے حق میں انتقال وراثت منظور کیا جائے۔ لہذا بذریعہ اشتہار ہذا عام اطلاع دی جاتی ہے کہ اگر کسی شخص کو مذکورہ درخواست پر کوئی اعتراض ہو تو وہ بتاریخ مقررہ عدالت ہذا میں بنفس نفیس یا بذریعہ وکیل حاضر ہو کر اپنا اعتراض پیش کرے بصورت دیگر یکطرفہ کارروائی عمل میں لائی جائے گی۔ (433, 338, 540, 410)
notice-date: 14-08-2023 (797, 730, 831, 738)
column-7 (106, 4, 211, 1532)
classified-label: اشتہار (331, 212, 349, 220)
classified-number: 19 (412, 352, 426, 363)
classified-number: 24 (304, 8, 318, 19)
notice-body: درخواست گزار نے عدالت ہذا میں درخواست دائر کی ہے کہ مندرجہ بالا اراضی کے بارے میں جملہ ورثاء کے حق میں انتقال وراثت منظور کیا جائے۔ لہذا بذریعہ اشتہار ہذا عام اطلاع دی جاتی ہے کہ اگر کسی شخص کو مذکورہ درخواست پر کوئی اعتراض ہو تو وہ بتاریخ مقررہ عدالت ہذا میں بنفس نفیس یا بذریعہ وکیل حاضر ہو کر اپنا اعتراض پیش کرے بصورت دیگر یکطرفہ کارروائی عمل میں لائی جائے گی۔ (542, 274, 647, 331)
